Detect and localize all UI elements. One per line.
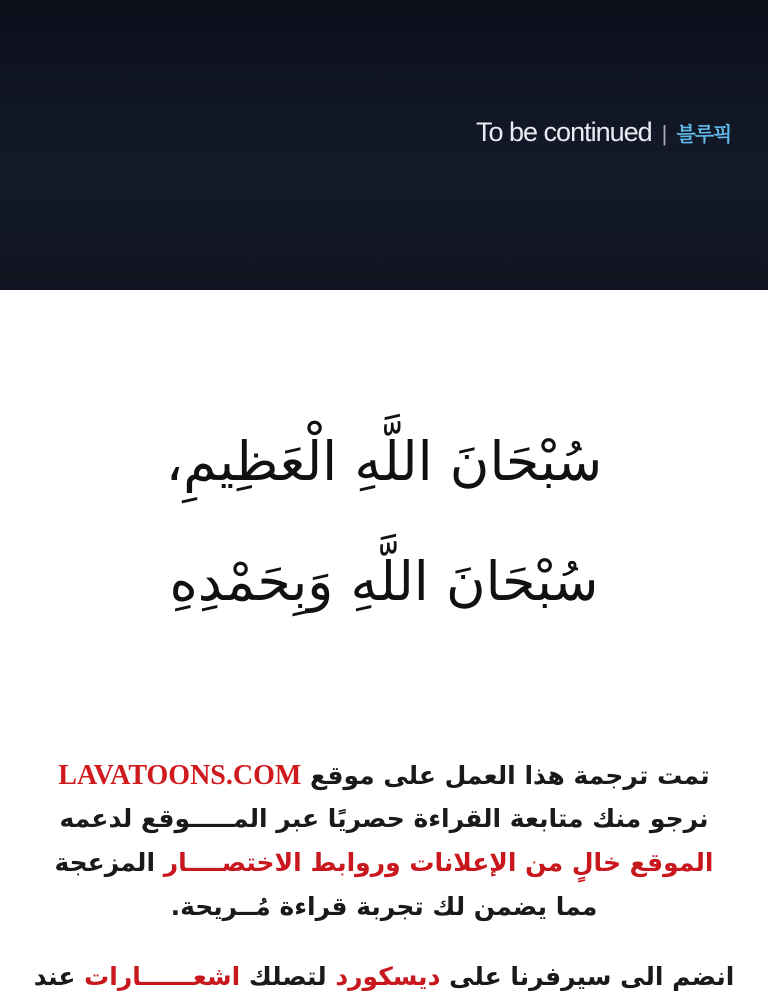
discord-link[interactable]: ديسكورد	[335, 962, 441, 991]
to-be-continued-caption	[476, 117, 731, 148]
notice-highlight: الموقع خالٍ من الإعلانات وروابط الاختصــــار	[163, 848, 714, 877]
notice-line-3	[20, 848, 748, 877]
notice-text: لتصلك	[248, 962, 327, 991]
notice-line-1	[20, 760, 748, 792]
notice-text: المزعجة	[54, 848, 156, 877]
notice-text: انضم الى سيرفرنا على	[449, 962, 735, 991]
notice-line-5	[20, 962, 748, 991]
separator: |	[661, 121, 667, 146]
notice-highlight: اشعــــــارات	[84, 962, 241, 991]
notice-line-2: نرجو منك متابعة القراءة حصريًا عبر المـــــوقع لدعمه	[59, 804, 709, 833]
dua-line-2: سُبْحَانَ اللَّهِ وَبِحَمْدِهِ	[169, 550, 599, 613]
notice-text: تمت ترجمة هذا العمل على موقع	[310, 761, 710, 790]
dua-line-1: سُبْحَانَ اللَّهِ الْعَظِيمِ،	[165, 430, 603, 493]
studio-logo: 블루픽	[676, 124, 732, 146]
site-link[interactable]: LAVATOONS.COM	[58, 760, 302, 791]
notice-text: عند	[33, 962, 76, 991]
notice-line-4: مما يضمن لك تجربة قراءة مُــريحة.	[170, 892, 598, 921]
to-be-continued-text: To be continued	[476, 117, 652, 147]
comic-panel	[0, 0, 768, 290]
